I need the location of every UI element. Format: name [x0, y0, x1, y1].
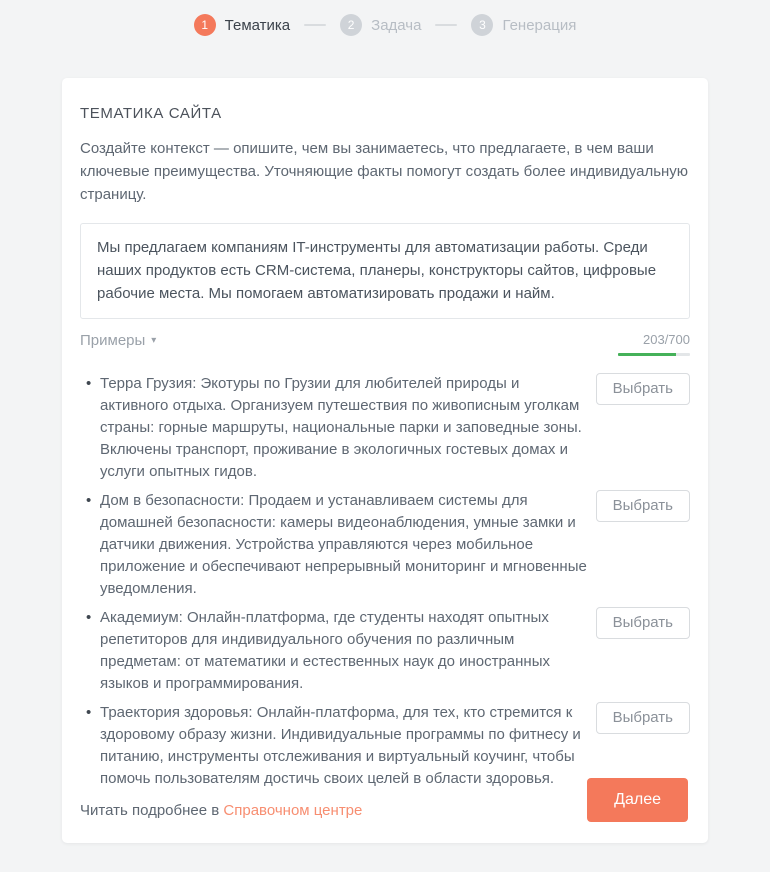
- bullet-icon: •: [86, 375, 92, 392]
- example-row-terra-gruzia: [80, 373, 690, 483]
- step-2-label: Задача: [371, 16, 422, 34]
- help-note-prefix: Читать подробнее в: [80, 802, 224, 819]
- example-text: Терра Грузия: Экотуры по Грузии для любителей природы и активного отдыха. Организуем путешествия по живописным уголкам страны: горные маршруты, национальные парки и заповедные зоны. Включены транспорт, проживание в экологичных гостевых домах и услуги опытных гидов.: [100, 375, 582, 480]
- char-progress-track: [618, 353, 690, 356]
- step-divider: [304, 24, 326, 26]
- step-divider: [435, 24, 457, 26]
- example-row-akademium: [80, 607, 690, 695]
- site-context-textarea[interactable]: [80, 223, 690, 319]
- example-row-traektoria-zdorovya: [80, 702, 690, 790]
- examples-dropdown-toggle[interactable]: [80, 332, 156, 349]
- next-button[interactable]: Далее: [587, 778, 688, 822]
- choose-example-button[interactable]: Выбрать: [596, 490, 690, 522]
- choose-example-button[interactable]: Выбрать: [596, 702, 690, 734]
- chevron-down-icon: ▾: [151, 335, 157, 346]
- page-description: Создайте контекст — опишите, чем вы занимаетесь, что предлагаете, в чем ваши ключевые преимущества. Уточняющие факты помогут создать более индивидуальную страницу.: [80, 140, 689, 203]
- help-center-link[interactable]: Справочном центре: [223, 802, 363, 819]
- char-progress-fill: [618, 353, 676, 356]
- step-3-label: Генерация: [502, 16, 577, 34]
- bullet-icon: •: [86, 704, 92, 721]
- step-tematika[interactable]: [194, 14, 290, 36]
- step-generacia[interactable]: [471, 14, 576, 36]
- examples-toggle-label: Примеры: [80, 332, 146, 349]
- wizard-stepper: [0, 0, 770, 44]
- example-text: Академиум: Онлайн-платформа, где студенты находят опытных репетиторов для индивидуального обучения по различным предметам: от математики и естественных наук до иностранных языков и программирования.: [100, 609, 550, 692]
- example-text: Дом в безопасности: Продаем и устанавливаем системы для домашней безопасности: камеры видеонаблюдения, умные замки и датчики движения. Устройства управляются через мобильное приложение и обеспечивают непрерывный мониторинг и мгновенные уведомления.: [100, 492, 587, 597]
- char-counter: 203/700: [643, 332, 690, 347]
- step-1-label: Тематика: [224, 16, 291, 34]
- meta-row: [80, 332, 690, 356]
- step-1-number-badge: 1: [194, 14, 216, 36]
- example-row-dom-v-bezopasnosti: [80, 490, 690, 600]
- bullet-icon: •: [86, 609, 92, 626]
- site-theme-card: [62, 78, 708, 843]
- choose-example-button[interactable]: Выбрать: [596, 373, 690, 405]
- step-3-number-badge: 3: [471, 14, 493, 36]
- step-zadacha[interactable]: [340, 14, 421, 36]
- page-title: ТЕМАТИКА САЙТА: [80, 105, 222, 122]
- bullet-icon: •: [86, 492, 92, 509]
- example-text: Траектория здоровья: Онлайн-платформа, для тех, кто стремится к здоровому образу жизни. Индивидуальные программы по фитнесу и питанию, инструменты отслеживания и виртуальный коучинг, чтобы помочь пользователям достичь своих целей в области здоровья.: [100, 704, 581, 787]
- examples-list: [80, 373, 690, 790]
- choose-example-button[interactable]: Выбрать: [596, 607, 690, 639]
- char-counter-block: [618, 332, 690, 356]
- step-2-number-badge: 2: [340, 14, 362, 36]
